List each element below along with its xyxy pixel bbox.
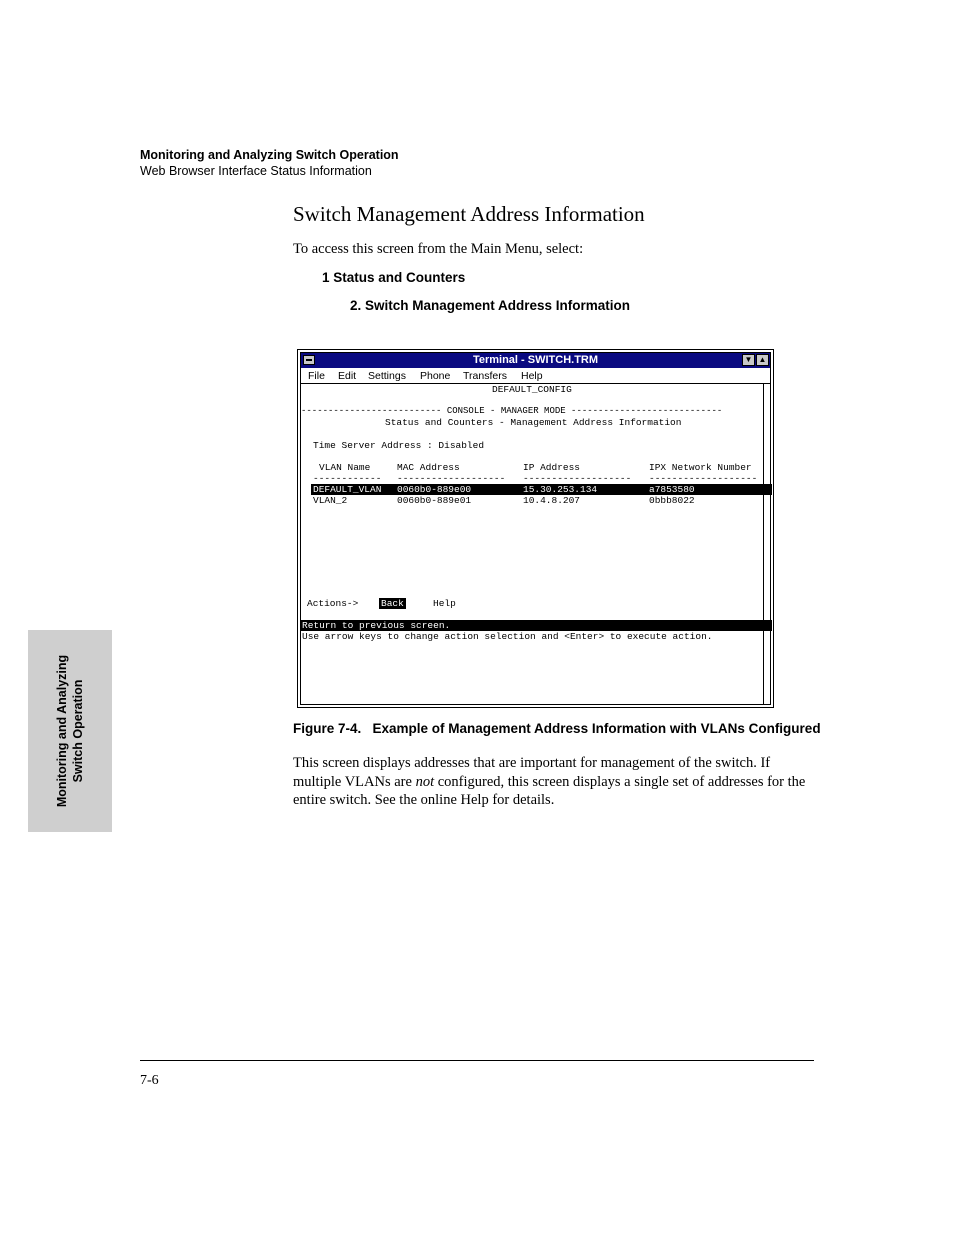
terminal-titlebar (301, 353, 770, 368)
column-header-vlan-name: VLAN Name (319, 462, 371, 473)
table-cell-ip-address: 15.30.253.134 (523, 484, 598, 495)
menu-edit[interactable]: Edit (338, 370, 357, 382)
table-cell-ip-address: 10.4.8.207 (523, 495, 581, 506)
body-emphasis: not (415, 773, 435, 790)
back-action-button[interactable]: Back (381, 598, 404, 609)
column-underline-3: ------------------- (523, 473, 632, 484)
help-hint-line: Use arrow keys to change action selection and <Enter> to execute action. (302, 631, 713, 642)
config-name: DEFAULT_CONFIG (492, 384, 572, 395)
menu-step-2: 2. Switch Management Address Information (350, 298, 631, 313)
column-header-mac-address: MAC Address (397, 462, 460, 473)
intro-text: To access this screen from the Main Menu, select: (293, 241, 584, 257)
column-underline-2: ------------------- (397, 473, 506, 484)
column-underline-4: ------------------- (649, 473, 758, 484)
body-text-2: configured, this screen displays a single set of addresses for the entire switch. See the online Help for details. (293, 773, 806, 808)
table-cell-ipx-network: a7853580 (649, 484, 695, 495)
side-tab-line-1: Monitoring and Analyzing (55, 654, 69, 808)
body-text-1: This screen displays addresses that are important for management of the switch. If multiple VLANs are (293, 755, 771, 790)
actions-label: Actions-> (307, 598, 359, 609)
body-paragraph (293, 754, 818, 810)
menu-settings[interactable]: Settings (368, 370, 406, 382)
table-row-selected[interactable] (311, 484, 772, 495)
menu-file[interactable]: File (308, 370, 325, 382)
terminal-title: Terminal - SWITCH.TRM (472, 354, 599, 366)
minimize-icon[interactable]: ▼ (742, 354, 755, 366)
console-mode-line: -------------------------- CONSOLE - MANAGER MODE ---------------------------- (301, 406, 723, 416)
footer-rule (140, 1060, 814, 1061)
terminal-screen (301, 384, 764, 704)
side-tab-label (54, 655, 86, 807)
time-server-status: Time Server Address : Disabled (313, 440, 485, 451)
terminal-window (297, 349, 774, 708)
maximize-icon[interactable]: ▲ (756, 354, 769, 366)
figure-caption: Figure 7-4. Example of Management Address Information with VLANs Configured (293, 721, 821, 736)
page-number: 7-6 (140, 1073, 159, 1088)
table-cell-vlan-name: DEFAULT_VLAN (313, 484, 382, 495)
terminal-menubar (301, 369, 770, 384)
column-underline-1: ------------ (313, 473, 382, 484)
terminal-frame (300, 352, 771, 705)
scrollbar[interactable] (763, 384, 770, 704)
column-header-ip-address: IP Address (523, 462, 581, 473)
menu-transfers[interactable]: Transfers (463, 370, 507, 382)
section-title: Switch Management Address Information (293, 202, 645, 226)
side-tab-line-2: Switch Operation (71, 679, 85, 783)
running-header-section: Web Browser Interface Status Information (140, 164, 372, 178)
column-header-ipx-network: IPX Network Number (649, 462, 752, 473)
table-row[interactable] (311, 495, 772, 506)
table-cell-mac-address: 0060b0-889e01 (397, 495, 472, 506)
menu-help[interactable]: Help (521, 370, 543, 382)
table-cell-vlan-name: VLAN_2 (313, 495, 348, 506)
screen-title: Status and Counters - Management Address Information (385, 417, 682, 428)
status-line: Return to previous screen. (302, 620, 451, 631)
help-action-button[interactable]: Help (433, 598, 456, 609)
menu-step-1: 1 Status and Counters (322, 270, 466, 285)
status-bar (301, 620, 772, 631)
running-header-chapter: Monitoring and Analyzing Switch Operation (140, 148, 399, 162)
table-cell-ipx-network: 0bbb8022 (649, 495, 695, 506)
table-cell-mac-address: 0060b0-889e00 (397, 484, 472, 495)
menu-phone[interactable]: Phone (420, 370, 451, 382)
